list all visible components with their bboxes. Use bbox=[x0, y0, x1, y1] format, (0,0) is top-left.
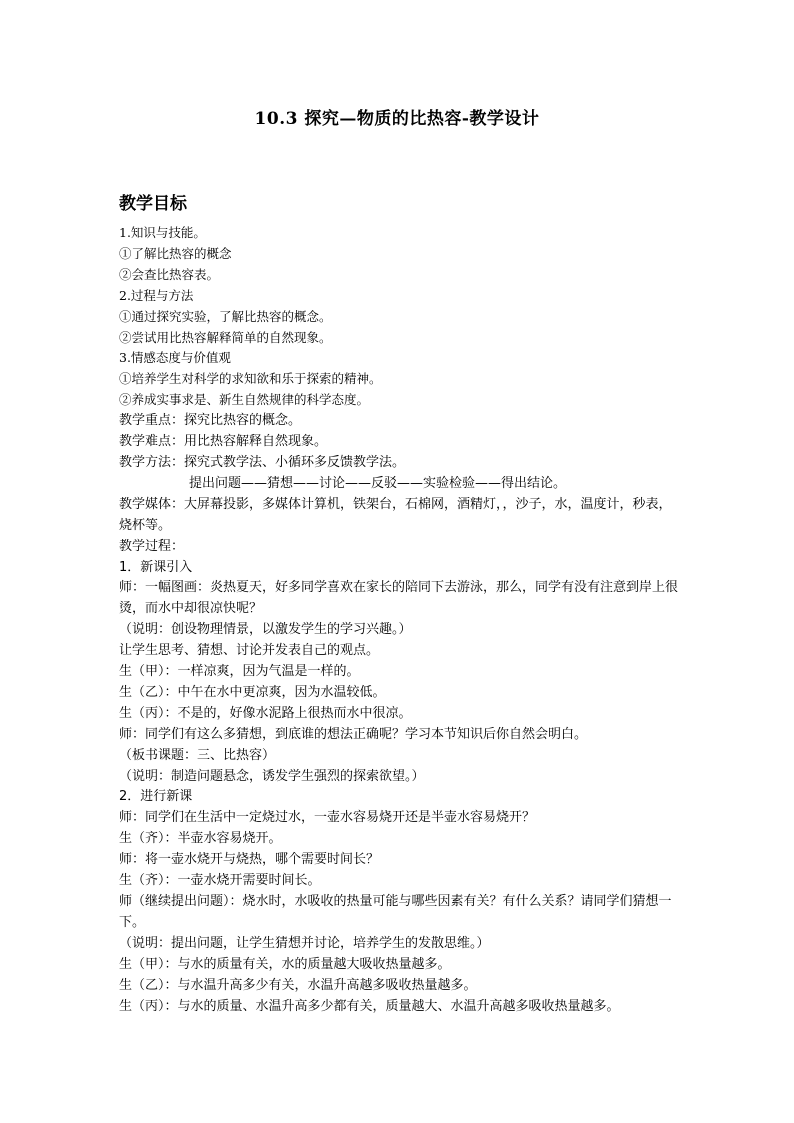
paragraph: 生（甲）：一样凉爽，因为气温是一样的。 bbox=[119, 664, 360, 680]
paragraph: （说明：制造问题悬念，诱发学生强烈的探索欲望。） bbox=[119, 768, 425, 784]
paragraph: （说明：提出问题，让学生猜想并讨论，培养学生的发散思维。） bbox=[119, 935, 490, 951]
difficulty: 教学难点：用比热容解释自然现象。 bbox=[119, 434, 328, 450]
section-heading: 教学目标 bbox=[119, 194, 187, 214]
objective-line: ①了解比热容的概念 bbox=[119, 245, 232, 261]
objective-line: ②会查比热容表。 bbox=[119, 266, 220, 282]
teaching-media: 教学媒体：大屏幕投影，多媒体计算机，铁架台，石棉网，酒精灯，，沙子，水，温度计，秒表，烧杯等。 bbox=[119, 496, 672, 533]
objective-line: 1.知识与技能。 bbox=[119, 225, 206, 240]
paragraph: 让学生思考、猜想、讨论并发表自己的观点。 bbox=[119, 643, 380, 659]
paragraph: 生（甲）：与水的质量有关，水的质量越大吸收热量越多。 bbox=[119, 956, 451, 972]
teaching-method: 教学方法：探究式教学法、小循环多反馈教学法。 bbox=[119, 454, 406, 470]
paragraph: 生（乙）：中午在水中更凉爽，因为水温较低。 bbox=[119, 684, 386, 700]
paragraph: 生（齐）：半壶水容易烧开。 bbox=[119, 831, 282, 847]
paragraph: 生（齐）：一壶水烧开需要时间长。 bbox=[119, 873, 321, 889]
part1-heading: 1．新课引入 bbox=[119, 559, 193, 575]
teaching-process: 教学过程： bbox=[119, 538, 185, 554]
document-body bbox=[119, 223, 679, 1017]
objective-line: ②尝试用比热容解释简单的自然现象。 bbox=[119, 329, 332, 345]
document-title: 10.3 探究—物质的比热容-教学设计 bbox=[254, 109, 540, 129]
paragraph: 师（继续提出问题）：烧水时，水吸收的热量可能与哪些因素有关？有什么关系？请同学们猜想一下。 bbox=[119, 894, 672, 930]
part2-heading: 2．进行新课 bbox=[119, 789, 193, 805]
objective-line: ①通过探究实验，了解比热容的概念。 bbox=[119, 308, 332, 324]
method-flow: 提出问题——猜想——讨论——反驳——实验检验——得出结论。 bbox=[189, 475, 567, 491]
objective-line: 3.情感态度与价值观 bbox=[119, 350, 231, 366]
paragraph: 生（丙）：不是的，好像水泥路上很热而水中很凉。 bbox=[119, 705, 412, 721]
objective-line: ①培养学生对科学的求知欲和乐于探索的精神。 bbox=[119, 371, 382, 387]
key-point: 教学重点：探究比热容的概念。 bbox=[119, 413, 302, 429]
objective-line: ②养成实事求是、新生自然规律的科学态度。 bbox=[119, 392, 370, 408]
paragraph: 师：一幅图画：炎热夏天，好多同学喜欢在家长的陪同下去游泳，那么，同学有没有注意到岸上很烫，而水中却很凉快呢？ bbox=[119, 580, 679, 617]
paragraph: 生（丙）：与水的质量、水温升高多少都有关，质量越大、水温升高越多吸收热量越多。 bbox=[119, 998, 620, 1014]
objective-line: 2.过程与方法 bbox=[119, 287, 194, 303]
paragraph: （板书课题：三、比热容） bbox=[119, 747, 276, 763]
paragraph: 师：将一壶水烧开与烧热，哪个需要时间长？ bbox=[119, 852, 380, 868]
paragraph: 生（乙）：与水温升高多少有关，水温升高越多吸收热量越多。 bbox=[119, 977, 477, 993]
paragraph: 师：同学们在生活中一定烧过水，一壶水容易烧开还是半壶水容易烧开？ bbox=[119, 810, 536, 826]
paragraph: 师：同学们有这么多猜想，到底谁的想法正确呢？学习本节知识后你自然会明白。 bbox=[119, 726, 588, 742]
paragraph: （说明：创设物理情景，以激发学生的学习兴趣。） bbox=[119, 622, 412, 638]
